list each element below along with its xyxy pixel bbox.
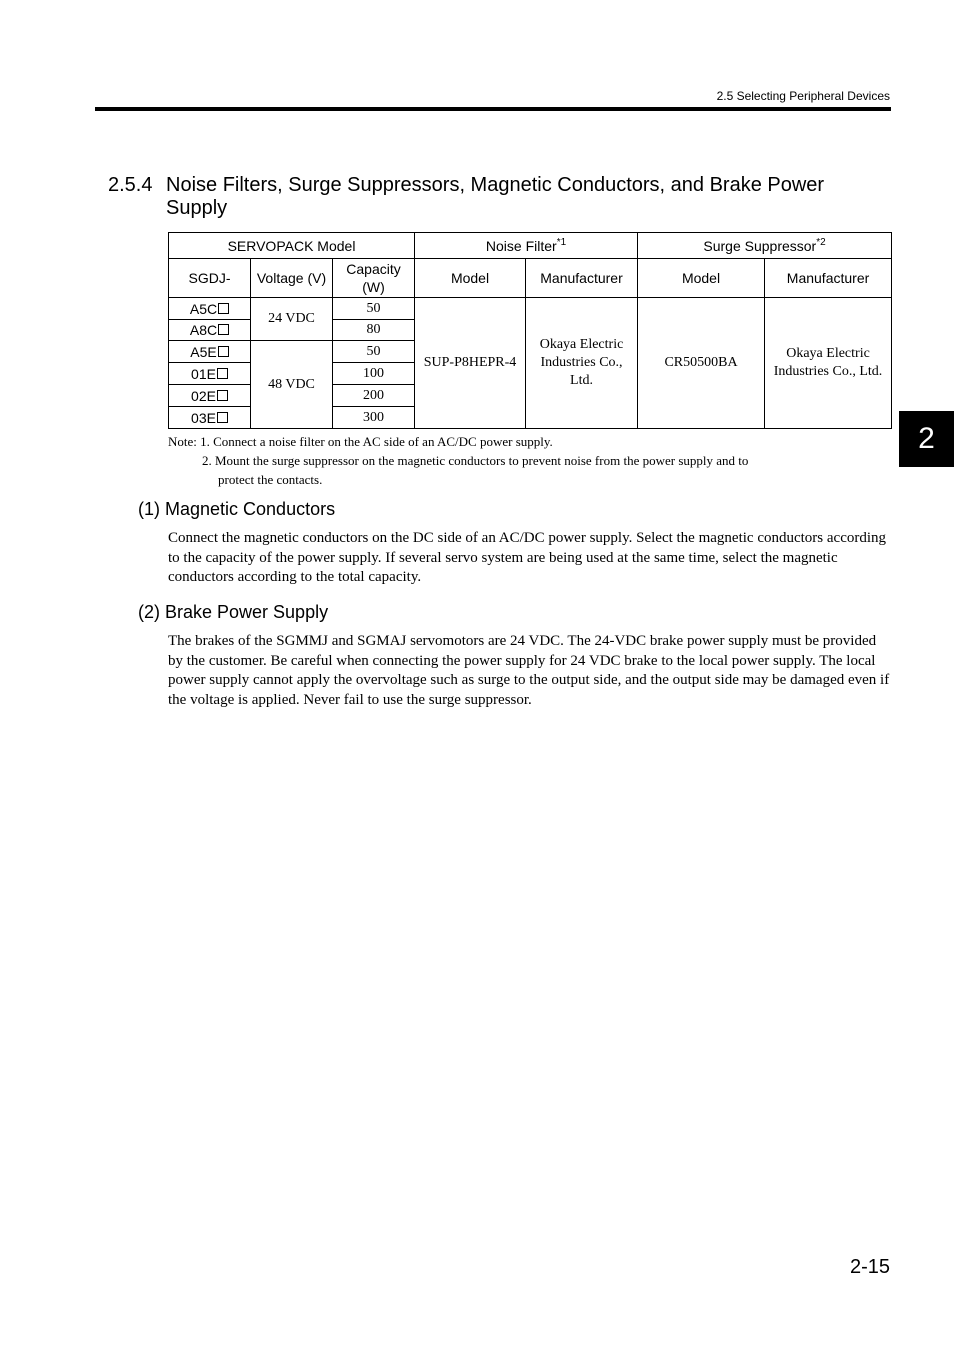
capacity-cell: 80 <box>333 320 415 341</box>
brake-power-supply-heading: (2) Brake Power Supply <box>138 602 329 622</box>
capacity-column-header: Capacity (W) <box>333 259 415 298</box>
section-title-text: Noise Filters, Surge Suppressors, Magnetic Conductors, and Brake Power Supply <box>166 174 825 219</box>
placeholder-box-icon <box>217 412 228 423</box>
capacity-cell: 300 <box>333 407 415 429</box>
surge-suppressor-footnote-mark: *2 <box>816 236 826 248</box>
note-2-continued: protect the contacts. <box>218 472 323 487</box>
table-notes <box>168 432 888 489</box>
model-code-cell: A8C <box>169 320 251 341</box>
noise-filter-footnote-mark: *1 <box>556 236 567 248</box>
magnetic-conductors-paragraph: Connect the magnetic conductors on the DC side of an AC/DC power supply. Select the magnetic conductors according to the capacity of the power supply. If several servo system are being used at the same time, select the magnetic conductors according to the total capacity. <box>168 530 887 585</box>
placeholder-box-icon <box>218 346 229 357</box>
magnetic-conductors-heading: (1) Magnetic Conductors <box>138 499 336 519</box>
brake-power-supply-paragraph: The brakes of the SGMMJ and SGMAJ servomotors are 24 VDC. The 24-VDC brake power supply must be provided by the customer. Be careful when connecting the power supply for 24 VDC brake to the local power supply. The local power supply cannot apply the overvoltage such as surge to the output side, and the output side may be damaged even if the voltage is applied. Never fail to use the surge suppressor. <box>168 633 890 708</box>
placeholder-box-icon <box>217 390 228 401</box>
servopack-model-header: SERVOPACK Model <box>169 233 415 259</box>
noise-filter-model-cell: SUP-P8HEPR-4 <box>415 298 526 429</box>
note-1: Note: 1. Connect a noise filter on the AC side of an AC/DC power supply. <box>168 434 553 449</box>
section-number: 2.5.4 <box>108 174 153 196</box>
running-header: 2.5 Selecting Peripheral Devices <box>716 89 890 103</box>
placeholder-box-icon <box>217 368 228 379</box>
surge-suppressor-manufacturer-cell: Okaya Electric Industries Co., Ltd. <box>765 298 892 429</box>
nf-manufacturer-column-header: Manufacturer <box>526 259 638 298</box>
ss-model-column-header: Model <box>638 259 765 298</box>
voltage-column-header: Voltage (V) <box>251 259 333 298</box>
noise-filter-label: Noise Filter <box>485 237 557 254</box>
noise-filter-header <box>415 233 638 259</box>
capacity-cell: 50 <box>333 341 415 363</box>
placeholder-box-icon <box>218 303 229 314</box>
voltage-cell: 24 VDC <box>251 298 333 341</box>
model-code-cell: 02E <box>169 385 251 407</box>
section-title <box>108 174 868 220</box>
capacity-cell: 50 <box>333 298 415 320</box>
capacity-cell: 100 <box>333 363 415 385</box>
voltage-cell: 48 VDC <box>251 341 333 429</box>
model-code-cell: A5E <box>169 341 251 363</box>
surge-suppressor-label: Surge Suppressor <box>703 237 817 254</box>
page-number: 2-15 <box>849 1256 890 1278</box>
nf-model-column-header: Model <box>415 259 526 298</box>
model-code-cell: 01E <box>169 363 251 385</box>
placeholder-box-icon <box>218 324 229 335</box>
capacity-cell: 200 <box>333 385 415 407</box>
table-row <box>169 298 892 320</box>
model-code-cell: A5C <box>169 298 251 320</box>
surge-suppressor-model-cell: CR50500BA <box>638 298 765 429</box>
header-rule <box>95 107 891 111</box>
ss-manufacturer-column-header: Manufacturer <box>765 259 892 298</box>
chapter-tab: 2 <box>899 411 954 467</box>
surge-suppressor-header <box>638 233 892 259</box>
sgdj-column-header: SGDJ- <box>169 259 251 298</box>
noise-filter-manufacturer-cell: Okaya Electric Industries Co., Ltd. <box>526 298 638 429</box>
note-2: 2. Mount the surge suppressor on the magnetic conductors to prevent noise from the power supply and to <box>202 453 749 468</box>
noise-filter-table <box>168 232 892 429</box>
model-code-cell: 03E <box>169 407 251 429</box>
